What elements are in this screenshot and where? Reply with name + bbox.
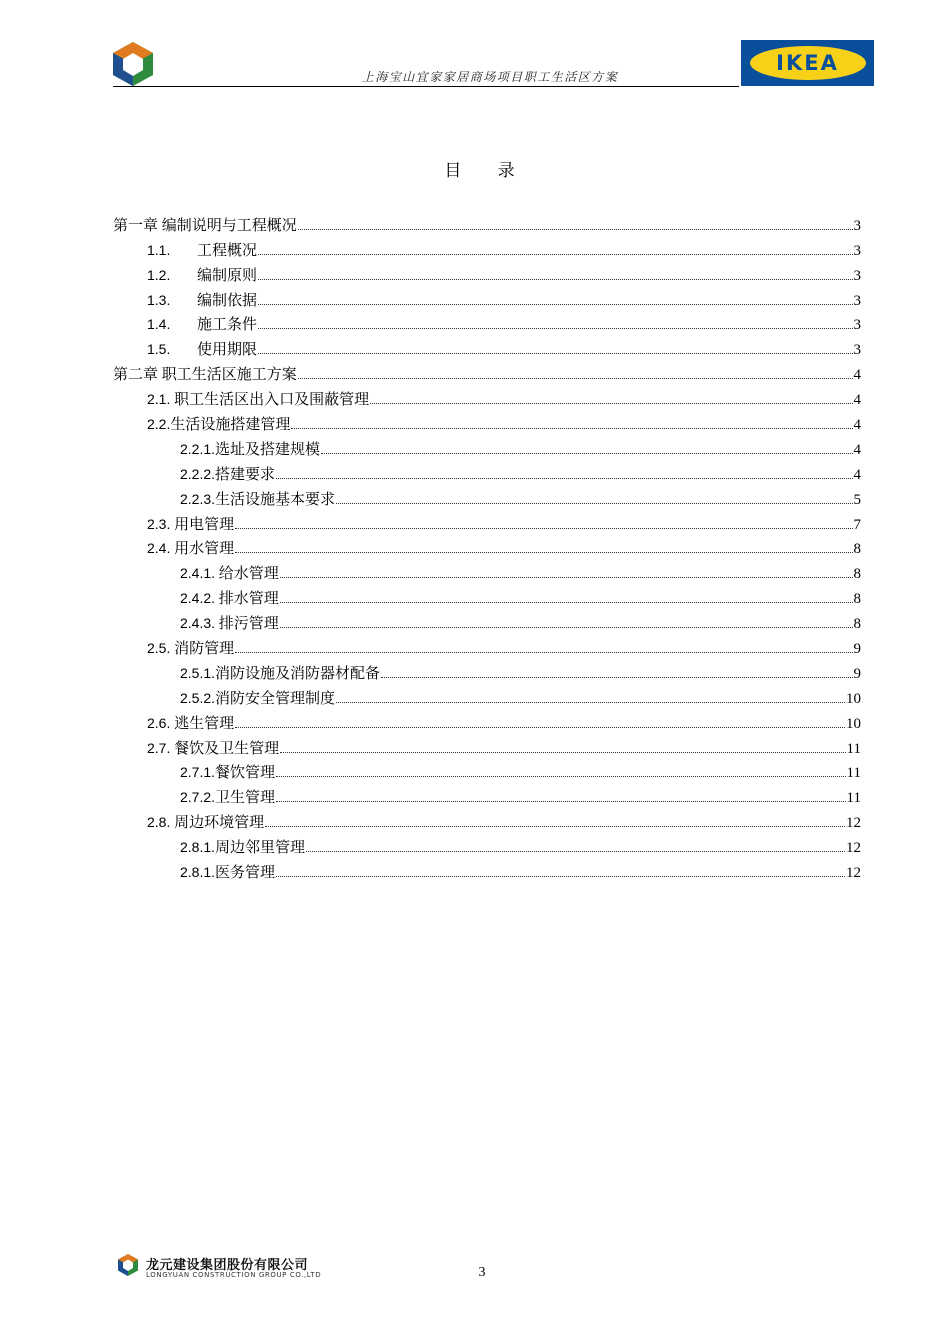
toc-entry-number: 2.2.1.	[180, 440, 216, 457]
toc-entry-label: 排污管理	[215, 616, 279, 633]
toc-entry-title	[113, 363, 297, 384]
toc-entry-page: 8	[853, 616, 861, 633]
toc-entry-title	[147, 537, 234, 558]
toc-entry[interactable]	[113, 310, 861, 335]
toc-entry[interactable]	[113, 359, 861, 384]
footer-company-logo-icon	[116, 1253, 140, 1277]
toc-entry-label: 用电管理	[170, 516, 235, 533]
toc-entry-page: 4	[853, 466, 861, 483]
toc-entry-number: 2.7.2.	[180, 789, 216, 806]
toc-dot-leader	[235, 528, 852, 529]
toc-entry-page: 3	[853, 342, 861, 359]
toc-dot-leader	[258, 254, 852, 255]
toc-dot-leader	[235, 727, 845, 728]
toc-entry-label: 卫生管理	[215, 790, 276, 807]
toc-entry[interactable]	[113, 608, 861, 633]
toc-dot-leader	[276, 478, 852, 479]
toc-entry-number: 2.8.	[147, 814, 171, 831]
toc-entry-number: 2.2.3.	[180, 490, 216, 507]
toc-dot-leader	[235, 652, 852, 653]
toc-entry-page: 12	[846, 840, 861, 857]
toc-entry[interactable]	[113, 832, 861, 857]
toc-entry[interactable]	[113, 683, 861, 708]
toc-entry-number: 1.2.	[147, 266, 171, 283]
toc-entry-number: 2.6.	[147, 714, 171, 731]
toc-entry-number: 2.8.1.	[180, 839, 216, 856]
toc-entry-number: 2.7.	[147, 739, 171, 756]
toc-entry-label: 使用期限	[197, 342, 258, 359]
toc-dot-leader	[280, 577, 853, 578]
toc-entry[interactable]	[113, 733, 861, 758]
toc-entry-page: 12	[846, 815, 861, 832]
toc-entry-page: 3	[853, 217, 861, 234]
header-title: 上海宝山宜家家居商场项目职工生活区方案	[361, 70, 619, 84]
toc-entry-title	[147, 637, 234, 658]
toc-dot-leader	[280, 752, 845, 753]
toc-entry-label: 职工生活区出入口及围蔽管理	[170, 392, 370, 409]
toc-entry[interactable]	[113, 334, 861, 359]
toc-entry-label: 第二章 职工生活区施工方案	[113, 367, 297, 384]
toc-dot-leader	[280, 602, 853, 603]
toc-entry-title	[147, 811, 264, 832]
toc-entry-label: 给水管理	[215, 566, 279, 583]
ikea-logo-oval	[750, 46, 866, 80]
toc-entry-title	[113, 214, 297, 235]
toc-entry-number: 2.2.2.	[180, 465, 216, 482]
toc-entry-number: 2.3.	[147, 515, 171, 532]
toc-entry-page: 7	[853, 516, 861, 533]
toc-entry-title	[180, 612, 279, 633]
toc-entry-title	[147, 413, 290, 434]
toc-entry[interactable]	[113, 210, 861, 235]
toc-entry-title	[180, 463, 275, 484]
toc-dot-leader	[298, 378, 853, 379]
toc-entry-label: 生活设施搭建管理	[170, 417, 291, 434]
toc-entry-title	[180, 562, 279, 583]
toc-entry-label: 餐饮管理	[215, 765, 276, 782]
toc-title: 目 录	[444, 161, 531, 180]
toc-entry-number: 2.5.1.	[180, 664, 216, 681]
toc-dot-leader	[280, 627, 853, 628]
toc-entry[interactable]	[113, 384, 861, 409]
toc-entry-page: 10	[846, 690, 861, 707]
toc-entry-label: 编制原则	[197, 267, 258, 284]
toc-dot-leader	[336, 702, 845, 703]
company-logo-icon	[110, 40, 156, 88]
toc-entry-label: 周边邻里管理	[215, 840, 306, 857]
toc-entry-title	[180, 587, 279, 608]
toc-entry-page: 8	[853, 541, 861, 558]
toc-entry-label: 编制依据	[197, 292, 258, 309]
toc-entry-page: 5	[853, 491, 861, 508]
toc-entry-title	[147, 289, 257, 310]
toc-entry[interactable]	[113, 658, 861, 683]
toc-entry-label: 消防管理	[170, 641, 235, 658]
toc-entry-page: 10	[846, 715, 861, 732]
toc-entry-title	[180, 662, 380, 683]
toc-dot-leader	[258, 353, 852, 354]
toc-entry-label: 工程概况	[197, 242, 258, 259]
toc-entry-number: 2.4.	[147, 540, 171, 557]
toc-entry-label: 逃生管理	[170, 715, 235, 732]
toc-dot-leader	[258, 279, 852, 280]
toc-entry-label: 消防设施及消防器材配备	[215, 665, 381, 682]
toc-entry[interactable]	[113, 857, 861, 882]
toc-entry-label: 排水管理	[215, 591, 279, 608]
toc-dot-leader	[298, 229, 853, 230]
toc-entry-label: 搭建要求	[215, 466, 276, 483]
toc-dot-leader	[291, 428, 852, 429]
toc-entry-page: 12	[846, 865, 861, 882]
toc-entry-page: 3	[853, 317, 861, 334]
toc-dot-leader	[235, 552, 852, 553]
toc-entry-page: 8	[853, 566, 861, 583]
toc-entry-label: 施工条件	[197, 317, 258, 334]
toc-dot-leader	[258, 328, 852, 329]
toc-entry[interactable]	[113, 409, 861, 434]
toc-entry-page: 11	[846, 765, 861, 782]
toc-dot-leader	[306, 851, 845, 852]
toc-entry-title	[180, 786, 275, 807]
toc-entry-title	[180, 488, 335, 509]
toc-dot-leader	[265, 826, 845, 827]
toc-entry-number: 1.1.	[147, 241, 171, 258]
toc-entry[interactable]	[113, 235, 861, 260]
toc-entry-number: 2.8.1.	[180, 864, 216, 881]
toc-entry-page: 8	[853, 591, 861, 608]
toc-entry-title	[147, 264, 257, 285]
footer-company-name-en: LONGYUAN CONSTRUCTION GROUP CO.,LTD	[146, 1271, 322, 1279]
toc-dot-leader	[276, 876, 845, 877]
toc-entry-title	[147, 513, 234, 534]
toc-entry-number: 2.1.	[147, 391, 171, 408]
toc-entry[interactable]	[113, 583, 861, 608]
toc-dot-leader	[276, 801, 846, 802]
toc-entry-page: 4	[853, 417, 861, 434]
header-rule	[113, 86, 739, 87]
toc-entry-number: 2.4.1.	[180, 565, 216, 582]
toc-entry-number: 2.5.	[147, 640, 171, 657]
toc-entry-number: 2.5.2.	[180, 689, 216, 706]
toc-entry-page: 3	[853, 292, 861, 309]
toc-entry[interactable]	[113, 807, 861, 832]
toc-entry-title	[180, 761, 275, 782]
toc-entry-number: 1.5.	[147, 341, 171, 358]
toc-entry[interactable]	[113, 782, 861, 807]
toc-dot-leader	[336, 503, 852, 504]
toc-entry-label: 消防安全管理制度	[215, 690, 336, 707]
toc-entry-number: 2.4.2.	[180, 590, 216, 607]
ikea-logo	[741, 40, 874, 86]
toc-entry[interactable]	[113, 509, 861, 534]
toc-entry-page: 4	[853, 367, 861, 384]
ikea-logo-text: IKEA	[776, 51, 839, 75]
toc-dot-leader	[258, 304, 852, 305]
toc-entry-label: 用水管理	[170, 541, 235, 558]
toc-entry-page: 11	[846, 790, 861, 807]
toc-dot-leader	[370, 403, 852, 404]
toc-entry-title	[147, 313, 257, 334]
page-number: 3	[478, 1265, 486, 1280]
footer-company-name: 龙元建设集团股份有限公司	[146, 1258, 309, 1273]
toc-entry[interactable]	[113, 633, 861, 658]
toc-entry-title	[147, 239, 257, 260]
toc-entry-title	[147, 388, 369, 409]
toc-dot-leader	[276, 776, 846, 777]
toc-entry-number: 2.2.	[147, 416, 171, 433]
toc-entry-number: 2.4.3.	[180, 615, 216, 632]
toc-entry[interactable]	[113, 285, 861, 310]
toc-dot-leader	[321, 453, 852, 454]
toc-entry[interactable]	[113, 434, 861, 459]
toc-entry[interactable]	[113, 484, 861, 509]
toc-entry[interactable]	[113, 459, 861, 484]
toc-entry-title	[147, 712, 234, 733]
toc-dot-leader	[381, 677, 852, 678]
toc-entry-number: 2.7.1.	[180, 764, 216, 781]
toc-entry[interactable]	[113, 558, 861, 583]
toc-entry-page: 9	[853, 641, 861, 658]
toc-entry-page: 3	[853, 242, 861, 259]
toc-entry-title	[180, 836, 305, 857]
toc-entry-title	[180, 861, 275, 882]
toc-entry-number: 1.3.	[147, 291, 171, 308]
toc-entry-title	[180, 687, 335, 708]
toc-entry-label: 周边环境管理	[170, 815, 265, 832]
toc-entry-page: 9	[853, 665, 861, 682]
toc-entry-title	[180, 438, 320, 459]
toc-entry-number: 1.4.	[147, 316, 171, 333]
toc-entry-page: 4	[853, 392, 861, 409]
toc-entry-page: 3	[853, 267, 861, 284]
toc-entry-page: 11	[846, 740, 861, 757]
toc-entry-page: 4	[853, 441, 861, 458]
page-header	[0, 0, 950, 100]
table-of-contents	[113, 210, 861, 882]
toc-entry[interactable]	[113, 708, 861, 733]
toc-entry-title	[147, 737, 279, 758]
toc-entry-label: 生活设施基本要求	[215, 491, 336, 508]
toc-entry[interactable]	[113, 534, 861, 559]
toc-entry[interactable]	[113, 260, 861, 285]
toc-entry-label: 选址及搭建规模	[215, 441, 321, 458]
toc-entry-label: 第一章 编制说明与工程概况	[113, 217, 297, 234]
toc-entry-label: 医务管理	[215, 865, 276, 882]
toc-entry[interactable]	[113, 758, 861, 783]
toc-entry-title	[147, 338, 257, 359]
toc-entry-label: 餐饮及卫生管理	[170, 740, 280, 757]
